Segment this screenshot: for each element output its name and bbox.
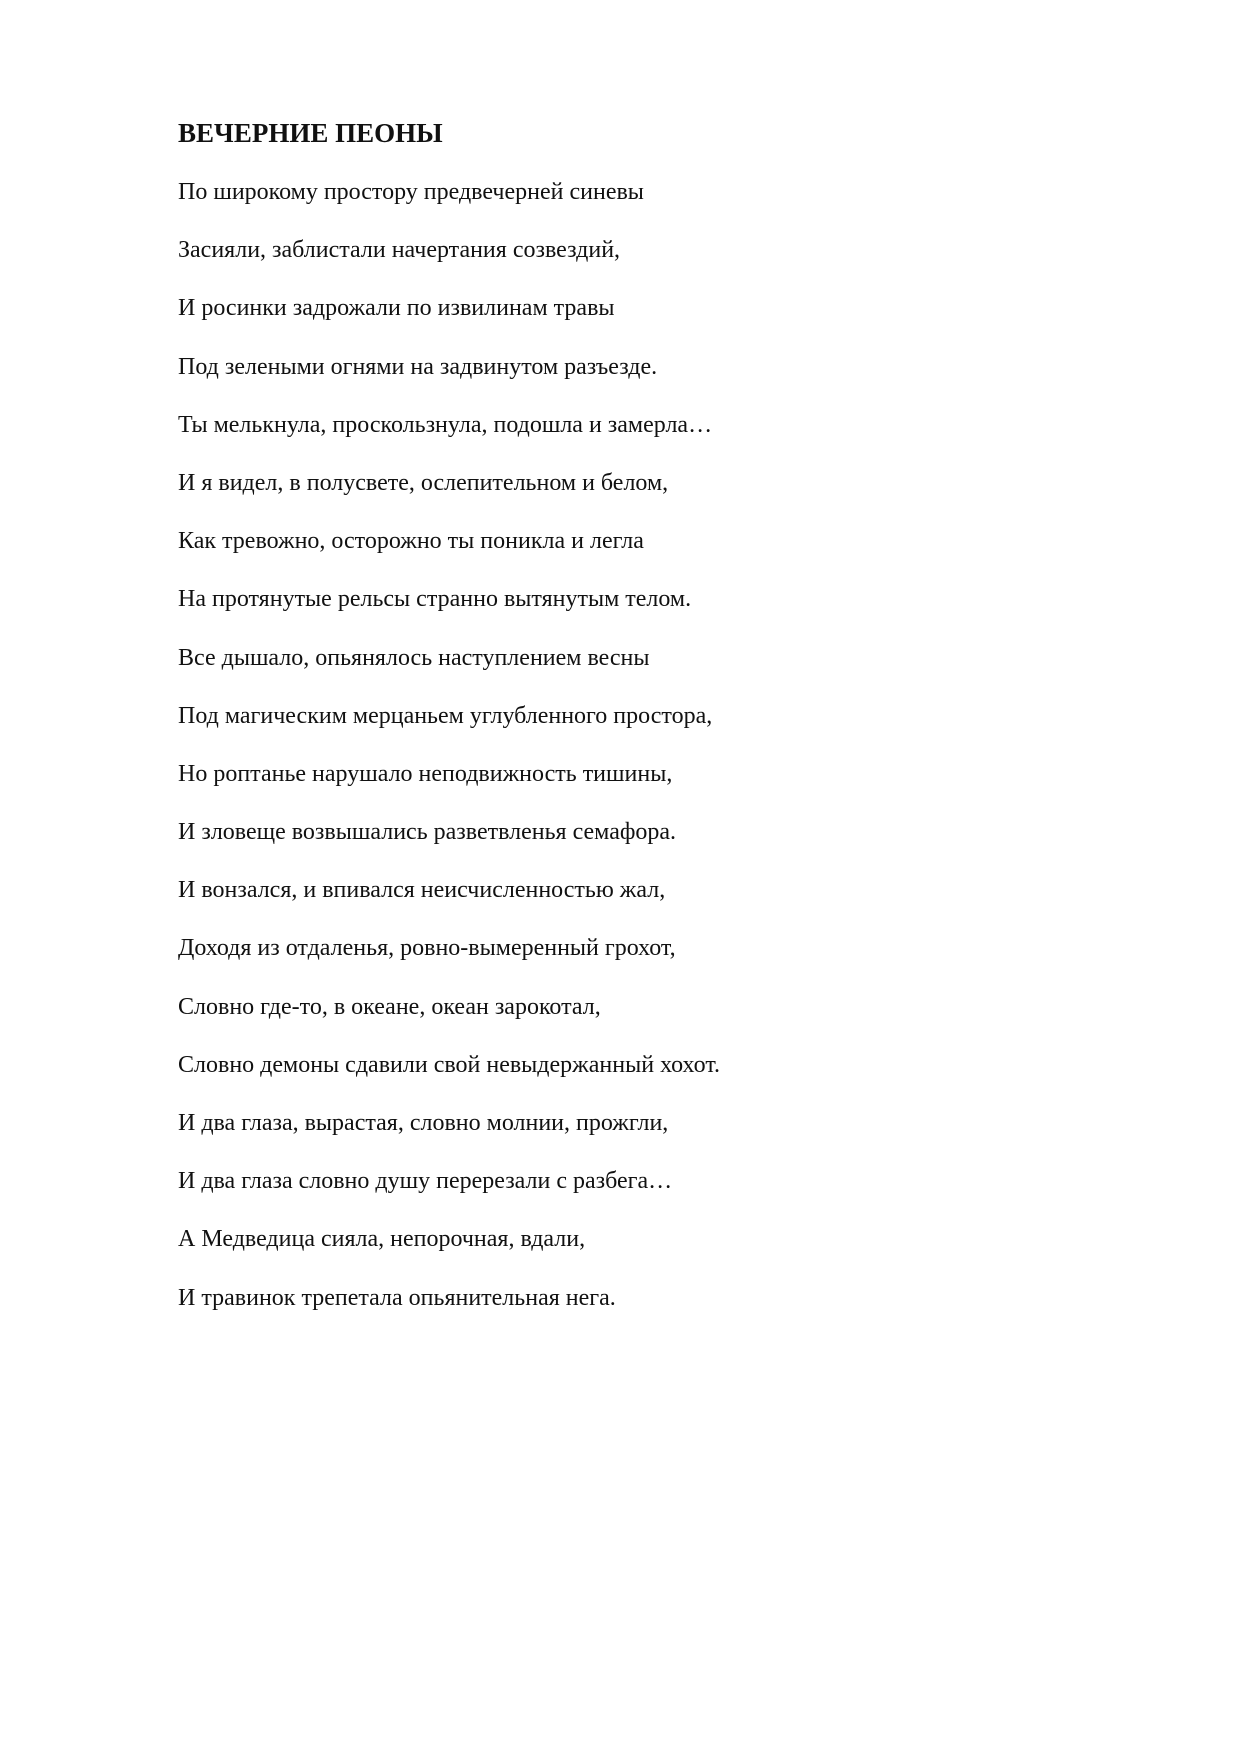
poem-line: Словно где-то, в океане, океан зарокотал, (178, 993, 601, 1020)
poem-line: И два глаза словно душу перерезали с разбега… (178, 1168, 673, 1195)
poem-line: И два глаза, вырастая, словно молнии, прожгли, (178, 1110, 669, 1136)
poem-line: И росинки задрожали по извилинам травы (178, 295, 615, 322)
poem-line: Как тревожно, осторожно ты поникла и легла (178, 528, 644, 555)
poem-line: Но роптанье нарушало неподвижность тишины, (178, 760, 673, 787)
poem-line: Доходя из отдаленья, ровно-вымеренный грохот, (178, 935, 676, 962)
poem-line: Под магическим мерцаньем углубленного простора, (178, 702, 713, 729)
poem-line: А Медведица сияла, непорочная, вдали, (178, 1226, 586, 1253)
poem-title: ВЕЧЕРНИЕ ПЕОНЫ (178, 118, 443, 148)
poem-line: Под зелеными огнями на задвинутом разъезде. (178, 353, 658, 380)
poem-line: На протянутые рельсы странно вытянутым телом. (178, 586, 692, 613)
poem-line: Засияли, заблистали начертания созвездий, (178, 237, 621, 264)
poem-line: И зловеще возвышались разветвленья семафора. (178, 819, 677, 846)
poem-line: Ты мелькнула, проскользнула, подошла и замерла… (178, 411, 713, 438)
poem-line: По широкому простору предвечерней синевы (178, 179, 644, 205)
poem-line: И травинок трепетала опьянительная нега. (178, 1284, 616, 1311)
poem-line: И вонзался, и впивался неисчисленностью жал, (178, 877, 666, 904)
poem-body (178, 178, 720, 1342)
poem-line: Все дышало, опьянялось наступлением весны (178, 644, 650, 671)
poem-line: И я видел, в полусвете, ослепительном и белом, (178, 469, 669, 496)
poem-line: Словно демоны сдавили свой невыдержанный хохот. (178, 1051, 721, 1078)
